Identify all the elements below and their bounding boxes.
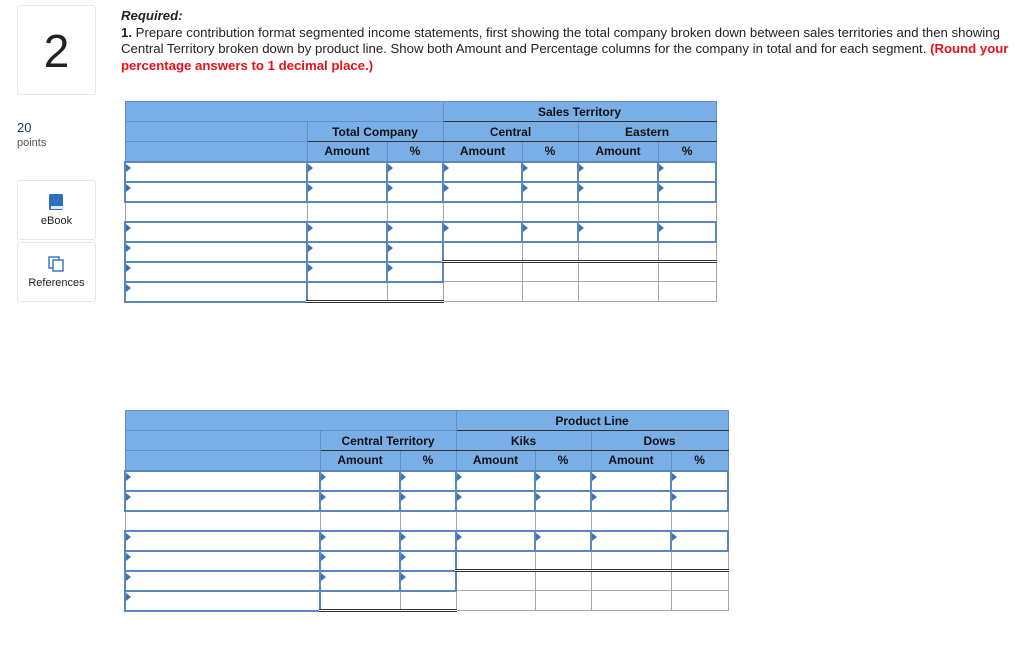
col-pct: % — [658, 142, 716, 162]
percent-input[interactable] — [400, 491, 456, 511]
amount-input[interactable] — [578, 182, 658, 202]
segment-header-eastern: Eastern — [578, 122, 716, 142]
ebook-button[interactable] — [17, 180, 96, 240]
table-row — [125, 551, 728, 571]
table-row — [125, 222, 716, 242]
amount-cell — [591, 551, 671, 571]
amount-input[interactable] — [591, 491, 671, 511]
table-row — [125, 182, 716, 202]
amount-input[interactable] — [307, 222, 387, 242]
amount-input[interactable] — [591, 471, 671, 491]
col-pct: % — [535, 451, 591, 471]
amount-cell — [320, 511, 400, 531]
percent-input[interactable] — [535, 471, 591, 491]
amount-input[interactable] — [443, 182, 522, 202]
points-label: points — [17, 137, 47, 149]
amount-cell — [307, 202, 387, 222]
references-label: References — [28, 277, 85, 289]
label-input[interactable] — [125, 162, 307, 182]
percent-input[interactable] — [387, 162, 443, 182]
amount-cell — [320, 591, 400, 611]
required-text: Prepare contribution format segmented income statements, first showing the total company broken down between sales territories and then showing Central Territory broken down by product line. Show both Amount and Percentage columns for the company in total and for each segment. — [121, 24, 1000, 56]
label-input[interactable] — [125, 491, 320, 511]
table-row — [125, 511, 728, 531]
segment-header-central: Central — [443, 122, 578, 142]
percent-cell — [535, 511, 591, 531]
table-row — [125, 471, 728, 491]
amount-input[interactable] — [320, 571, 400, 591]
segment-header-total: Total Company — [307, 122, 443, 142]
amount-input[interactable] — [320, 551, 400, 571]
col-amount: Amount — [307, 142, 387, 162]
amount-cell — [578, 262, 658, 282]
required-number: 1. — [121, 24, 132, 40]
required-title: Required: — [121, 8, 183, 23]
col-amount: Amount — [578, 142, 658, 162]
percent-input[interactable] — [522, 182, 578, 202]
amount-input[interactable] — [320, 471, 400, 491]
amount-input[interactable] — [456, 471, 535, 491]
label-input[interactable] — [125, 531, 320, 551]
segment-header-kiks: Kiks — [456, 431, 591, 451]
percent-cell — [522, 202, 578, 222]
instructions — [121, 8, 1016, 74]
amount-input[interactable] — [443, 222, 522, 242]
percent-input[interactable] — [658, 222, 716, 242]
percent-input[interactable] — [387, 262, 443, 282]
amount-cell — [578, 242, 658, 262]
amount-cell — [443, 242, 522, 262]
amount-cell — [591, 511, 671, 531]
amount-input[interactable] — [320, 531, 400, 551]
amount-input[interactable] — [578, 222, 658, 242]
percent-input[interactable] — [400, 471, 456, 491]
percent-input[interactable] — [671, 491, 728, 511]
table-row — [125, 262, 716, 282]
label-input[interactable] — [125, 471, 320, 491]
table-row — [125, 202, 716, 222]
amount-input[interactable] — [591, 531, 671, 551]
group-header: Product Line — [456, 411, 728, 431]
col-amount: Amount — [591, 451, 671, 471]
amount-cell — [307, 282, 387, 302]
required-body — [121, 25, 1016, 75]
percent-input[interactable] — [658, 162, 716, 182]
amount-input[interactable] — [307, 182, 387, 202]
table-row — [125, 531, 728, 551]
percent-cell — [671, 571, 728, 591]
amount-input[interactable] — [456, 491, 535, 511]
table-row — [125, 282, 716, 302]
group-header: Sales Territory — [443, 102, 716, 122]
amount-cell — [578, 282, 658, 302]
segment-table-territory — [124, 101, 717, 303]
amount-cell — [443, 202, 522, 222]
percent-cell — [522, 242, 578, 262]
percent-cell — [671, 591, 728, 611]
percent-cell — [658, 202, 716, 222]
amount-cell — [443, 282, 522, 302]
label-input[interactable] — [125, 222, 307, 242]
col-pct: % — [400, 451, 456, 471]
percent-input[interactable] — [400, 571, 456, 591]
percent-input[interactable] — [535, 531, 591, 551]
header-blank — [125, 102, 443, 122]
label-input[interactable] — [125, 182, 307, 202]
amount-input[interactable] — [307, 262, 387, 282]
amount-cell — [456, 571, 535, 591]
percent-cell — [671, 551, 728, 571]
amount-input[interactable] — [307, 242, 387, 262]
percent-cell — [522, 262, 578, 282]
label-input[interactable] — [125, 591, 320, 611]
segment-table-product-line — [124, 410, 729, 612]
percent-cell — [535, 571, 591, 591]
table-row — [125, 491, 728, 511]
amount-cell — [591, 591, 671, 611]
amount-cell — [578, 202, 658, 222]
col-amount: Amount — [443, 142, 522, 162]
amount-input[interactable] — [578, 162, 658, 182]
percent-input[interactable] — [658, 182, 716, 202]
percent-cell — [535, 551, 591, 571]
label-input[interactable] — [125, 242, 307, 262]
header-blank — [125, 142, 307, 162]
percent-input[interactable] — [535, 491, 591, 511]
ebook-label: eBook — [40, 215, 73, 227]
col-amount: Amount — [320, 451, 400, 471]
amount-cell — [456, 511, 535, 531]
label-input[interactable] — [125, 551, 320, 571]
label-input[interactable] — [125, 571, 320, 591]
table-row — [125, 591, 728, 611]
percent-input[interactable] — [522, 222, 578, 242]
percent-input[interactable] — [671, 471, 728, 491]
amount-input[interactable] — [307, 162, 387, 182]
col-pct: % — [671, 451, 728, 471]
percent-input[interactable] — [387, 182, 443, 202]
table-row — [125, 162, 716, 182]
percent-cell — [658, 282, 716, 302]
percent-cell — [658, 262, 716, 282]
percent-cell — [671, 511, 728, 531]
label-input[interactable] — [125, 282, 307, 302]
header-blank — [125, 122, 307, 142]
amount-cell — [443, 262, 522, 282]
points-value: 20 — [17, 120, 32, 135]
percent-cell — [387, 282, 443, 302]
percent-cell — [400, 591, 456, 611]
book-icon — [47, 193, 65, 211]
amount-input[interactable] — [443, 162, 522, 182]
references-icon — [47, 255, 65, 273]
percent-cell — [658, 242, 716, 262]
amount-input[interactable] — [320, 491, 400, 511]
amount-cell — [456, 551, 535, 571]
table-row — [125, 571, 728, 591]
amount-cell — [456, 591, 535, 611]
percent-cell — [387, 202, 443, 222]
segment-header-central-territory: Central Territory — [320, 431, 456, 451]
label-cell — [125, 511, 320, 531]
col-amount: Amount — [456, 451, 535, 471]
amount-cell — [591, 571, 671, 591]
percent-input[interactable] — [522, 162, 578, 182]
segment-header-dows: Dows — [591, 431, 728, 451]
percent-input[interactable] — [387, 222, 443, 242]
percent-cell — [535, 591, 591, 611]
table-row — [125, 242, 716, 262]
question-number: 2 — [43, 25, 70, 77]
col-pct: % — [522, 142, 578, 162]
percent-input[interactable] — [400, 551, 456, 571]
percent-cell — [400, 511, 456, 531]
percent-input[interactable] — [400, 531, 456, 551]
amount-input[interactable] — [456, 531, 535, 551]
label-cell — [125, 202, 307, 222]
percent-cell — [522, 282, 578, 302]
rounding-hint: (Round your percentage answers to 1 decimal place.) — [121, 41, 1009, 73]
references-button[interactable] — [17, 242, 96, 302]
col-pct: % — [387, 142, 443, 162]
percent-input[interactable] — [671, 531, 728, 551]
header-blank — [125, 431, 320, 451]
header-blank — [125, 451, 320, 471]
header-blank — [125, 411, 456, 431]
question-number-box — [17, 5, 96, 95]
percent-input[interactable] — [387, 242, 443, 262]
label-input[interactable] — [125, 262, 307, 282]
